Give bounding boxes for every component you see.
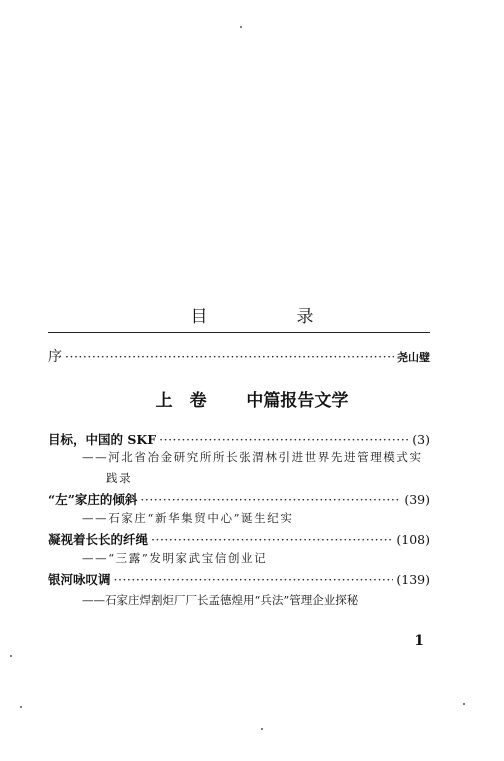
- entry-subtitle-cont: 践录: [106, 471, 133, 485]
- page-number: 1: [414, 633, 424, 649]
- toc-entry: [48, 570, 430, 588]
- entry-page: (3): [412, 432, 430, 447]
- entry-page: (139): [396, 572, 430, 587]
- section-part: 上 卷: [155, 391, 207, 411]
- title-rule: [48, 332, 430, 333]
- toc-entry: [48, 530, 430, 548]
- entry-page: (108): [396, 532, 430, 547]
- leader-dots: [140, 492, 401, 507]
- entry-subtitle: ——河北省冶金研究所所长张渭林引进世界先进管理模式实: [82, 450, 423, 464]
- scan-speck: [10, 655, 12, 657]
- entry-title: “左”家庄的倾斜: [48, 492, 138, 507]
- entry-title: 凝视着长长的纤绳: [48, 532, 149, 547]
- entry-title: 银河咏叹调: [48, 572, 111, 587]
- section-name: 中篇报告文学: [246, 391, 349, 411]
- entry-subtitle: ——石家庄焊割炬厂厂长孟德煌用“兵法”管理企业探秘: [82, 593, 359, 607]
- preface-label: 序: [48, 349, 62, 365]
- entry-subtitle: ——石家庄“新华集贸中心”诞生纪实: [82, 511, 294, 525]
- toc-entry: [48, 490, 430, 508]
- leader-dots: [65, 349, 394, 364]
- leader-dots: [159, 432, 409, 447]
- preface-row: [48, 346, 430, 366]
- scan-speck: [20, 706, 22, 708]
- leader-dots: [151, 532, 393, 547]
- toc-entry: [48, 430, 430, 448]
- scan-speck: [261, 728, 263, 730]
- preface-author: 尧山璧: [397, 351, 430, 364]
- scan-speck: [240, 26, 242, 28]
- leader-dots: [114, 572, 394, 587]
- entry-title: 目标，中国的 SKF: [48, 432, 157, 447]
- toc-title: 目 录: [190, 307, 350, 327]
- entry-page: (39): [404, 492, 430, 507]
- scan-speck: [463, 703, 465, 705]
- entry-subtitle: ——“三露”发明家武宝信创业记: [82, 551, 268, 565]
- section-heading: [0, 386, 504, 411]
